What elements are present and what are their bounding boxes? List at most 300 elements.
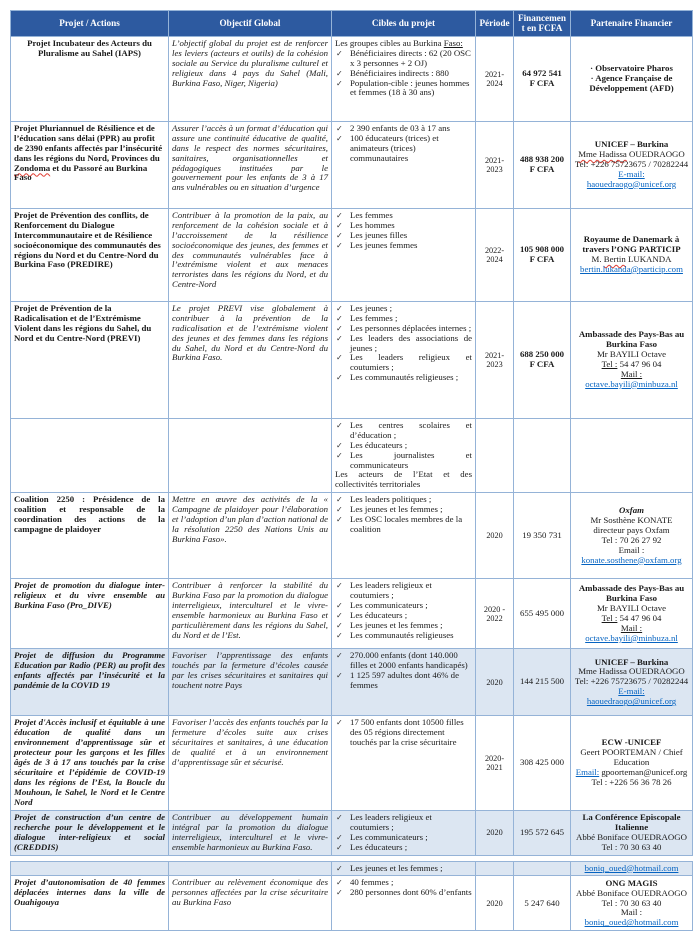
funding-cell bbox=[514, 861, 571, 876]
partner-line bbox=[574, 843, 689, 853]
target-item bbox=[335, 581, 472, 601]
text-run: 2 390 enfants de 03 à 17 ans bbox=[350, 122, 450, 133]
checkmark-icon: ✓ bbox=[336, 313, 343, 323]
target-item bbox=[335, 888, 472, 898]
target-item bbox=[335, 353, 472, 373]
target-item bbox=[335, 241, 472, 251]
row-predire bbox=[11, 208, 693, 301]
text-run: Les leaders religieux et coutumiers ; bbox=[350, 580, 432, 601]
checkmark-icon: ✓ bbox=[336, 495, 343, 505]
targets-cell bbox=[332, 810, 476, 855]
period-cell bbox=[476, 861, 514, 876]
text-run: Les centres scolaires et d’éducation ; bbox=[350, 419, 472, 440]
objective-cell bbox=[169, 649, 332, 716]
checkmark-icon: ✓ bbox=[336, 420, 343, 430]
column-header-4: Période bbox=[476, 11, 514, 37]
text-run: Les jeunes et les femmes ; bbox=[350, 504, 443, 515]
text-run: Les femmes ; bbox=[350, 312, 398, 323]
objective-cell bbox=[169, 579, 332, 649]
target-item bbox=[335, 813, 472, 833]
text-run: · Observatoire Pharos bbox=[590, 62, 673, 73]
text-run: Geert POORTEMAN / Chief Education bbox=[580, 747, 683, 768]
text-run: Les éducateurs ; bbox=[350, 841, 408, 852]
funding-cell bbox=[514, 810, 571, 855]
project-title bbox=[14, 211, 165, 271]
text-run: ONG MAGIS bbox=[605, 877, 658, 888]
project-cell bbox=[11, 208, 169, 301]
text-run: Oxfam bbox=[619, 505, 644, 516]
partner-line bbox=[574, 864, 689, 874]
text-run: Projet de promotion du dialogue inter-religieux et du vivre ensemble au Burkina Faso (Pro_DIVE) bbox=[14, 580, 165, 611]
text-run: Les acteurs de l’Etat et des collectivités territoriales bbox=[335, 469, 472, 490]
text-run: Les jeunes femmes bbox=[350, 239, 418, 250]
target-item bbox=[335, 79, 472, 99]
target-item bbox=[335, 843, 472, 853]
text-run: Les leaders religieux et coutumiers ; bbox=[350, 352, 472, 373]
objective-cell bbox=[169, 861, 332, 876]
text-run: Abbé Boniface OUEDRAOGO bbox=[576, 831, 687, 842]
project-title bbox=[14, 495, 165, 535]
text-run: UNICEF – Burkina bbox=[594, 138, 669, 149]
checkmark-icon: ✓ bbox=[336, 601, 343, 611]
funding-amount: F CFA bbox=[529, 253, 555, 264]
text-run: · Agence Française de Développement (AFD) bbox=[589, 72, 674, 93]
target-item bbox=[335, 864, 472, 874]
target-item bbox=[335, 373, 472, 383]
text-run: Les jeunes et les femmes ; bbox=[350, 620, 443, 631]
text-run: Tel: +226 75723675 / 70282244 bbox=[574, 676, 689, 687]
checkmark-icon: ✓ bbox=[336, 515, 343, 525]
target-item bbox=[335, 671, 472, 691]
text-run: L’objectif global du projet est de renforcer les leviers (acteurs et outils) de la cohésion sociale au Service du pluralisme culturel et religieux dans 4 pays du Sahel (Mali, Burkina Faso, Niger, Nigeria) bbox=[172, 37, 328, 88]
checkmark-icon: ✓ bbox=[336, 832, 343, 842]
text-run: Mr BAYILI Octave bbox=[596, 602, 667, 613]
period-value: 2022-2024 bbox=[484, 245, 505, 264]
target-item bbox=[335, 134, 472, 164]
partner-line bbox=[574, 74, 689, 94]
targets-cell bbox=[332, 579, 476, 649]
period-cell bbox=[476, 493, 514, 579]
row-previ-continuation bbox=[11, 418, 693, 493]
partner-cell bbox=[571, 876, 693, 931]
text-run: Mr BAYILI Octave bbox=[596, 348, 667, 359]
checkmark-icon: ✓ bbox=[336, 581, 343, 591]
text-run: directeur pays Oxfam bbox=[593, 524, 670, 535]
funding-amount: F CFA bbox=[529, 358, 555, 369]
text-run: Projet d'Accès inclusif et équitable à une éducation de qualité dans un environnement d’apprentissage sûr et protecteur pour les garçons et les filles âgés de 3 à 17 ans touchés par la crise sécuritaire et l’épidémie de COVID-19 dans les régions de l’Est, la Boucle du Mouhoun, le Sahel, le Nord et le Centre Nord bbox=[14, 717, 165, 807]
objective-cell bbox=[169, 876, 332, 931]
targets-cell bbox=[332, 208, 476, 301]
text-run: Les leaders politiques ; bbox=[350, 494, 432, 505]
partner-line bbox=[574, 330, 689, 350]
text-run: Le projet PREVI vise globalement à contribuer à la prévention de la radicalisation et de l’extrémisme violent des jeunes et des femmes dans les régions du Sahel, du Nord et du Centre-Nord du Burkina Faso. bbox=[172, 302, 328, 363]
text-run: Population-cible : jeunes hommes et femmes (18 à 30 ans) bbox=[350, 77, 470, 98]
row-pro-dive bbox=[11, 579, 693, 649]
text-run: Les communautés religieuses ; bbox=[350, 372, 459, 383]
objective-cell bbox=[169, 301, 332, 418]
text-run: UNICEF – Burkina bbox=[594, 656, 669, 667]
funding-cell bbox=[514, 301, 571, 418]
period-cell bbox=[476, 418, 514, 493]
period-value: 2021-2024 bbox=[484, 69, 505, 88]
text-run: Ambassade des Pays-Bas au Burkina Faso bbox=[578, 583, 685, 603]
email-link[interactable]: konate.sosthene@oxfam.org bbox=[581, 554, 682, 565]
partner-cell bbox=[571, 579, 693, 649]
email-link[interactable]: bertin.lukanda@particip.com bbox=[580, 263, 683, 274]
column-header-6: Partenaire Financier bbox=[571, 11, 693, 37]
checkmark-icon: ✓ bbox=[336, 133, 343, 143]
period-value: 2021-2023 bbox=[484, 350, 505, 369]
text-run: Les communicateurs ; bbox=[350, 831, 428, 842]
checkmark-icon: ✓ bbox=[336, 621, 343, 631]
partner-cell bbox=[571, 36, 693, 121]
text-run: M. bbox=[591, 253, 604, 264]
row-iaps bbox=[11, 36, 693, 121]
text-run: Les OSC locales membres de la coalition bbox=[350, 514, 463, 535]
checkmark-icon: ✓ bbox=[336, 48, 343, 58]
target-item bbox=[335, 334, 472, 354]
period-cell bbox=[476, 36, 514, 121]
text-run: Coalition 2250 : Présidence de la coalition et responsable de la coordination des actions de la campagne de plaidoyer bbox=[14, 494, 165, 535]
objective-text bbox=[172, 495, 328, 545]
checkmark-icon: ✓ bbox=[336, 323, 343, 333]
text-run: Projet de Prévention des conflits, de Renforcement du Dialogue Intercommunautaire et de Résilience socioéconomique des communautés des régions du Nord et du Centre-Nord du Burkina Faso (PREDIRE) bbox=[14, 209, 161, 270]
objective-text bbox=[172, 878, 328, 908]
table-host bbox=[10, 10, 692, 931]
email-link[interactable]: octave.bayili@minbuza.nl bbox=[585, 632, 678, 643]
project-cell bbox=[11, 876, 169, 931]
period-value: 2020 bbox=[486, 828, 503, 838]
targets-cell bbox=[332, 716, 476, 810]
text-run: LUKANDA bbox=[625, 253, 672, 264]
partner-line bbox=[574, 584, 689, 604]
objective-text bbox=[172, 124, 328, 194]
project-cell bbox=[11, 36, 169, 121]
project-title bbox=[14, 124, 165, 184]
text-run: Contribuer à la promotion de la paix, au renforcement de la cohésion sociale et à l’accroissement de la résilience socioéconomique des jeunes, des femmes et des communautés vulnérables face à l’extrémisme violent et aux menaces terroristes dans les régions du Nord, et du Centre-Nord bbox=[172, 209, 328, 290]
text-run: Contribuer à renforcer la stabilité du Burkina Faso par la promotion du dialogue interreligieux, interculturel et le vivre-ensemble harmonieux au Burkina Faso et particulièrement dans les régions du Sahel, du Nord et de l’Est. bbox=[172, 580, 328, 641]
text-run: Contribuer au relèvement économique des personnes affectées par la crise sécuritaire au Burkina Faso bbox=[172, 877, 328, 908]
text-run: Bénéficiaires directs : 62 (20 OSC x 3 personnes + 2 OJ) bbox=[350, 47, 471, 68]
funding-amount: 64 972 541 bbox=[522, 67, 562, 78]
checkmark-icon: ✓ bbox=[336, 303, 343, 313]
row-per bbox=[11, 649, 693, 716]
text-run: Favoriser l’accès des enfants touchés par la fermeture d’écoles suite aux crises sécuritaires et sanitaires, à une éducation de qualité et à un environnement d’apprentissage sûr et sécurisé. bbox=[172, 717, 328, 768]
email-link[interactable]: E-mail: bbox=[618, 686, 645, 697]
partner-cell bbox=[571, 716, 693, 810]
partner-line bbox=[574, 180, 689, 190]
project-cell bbox=[11, 301, 169, 418]
period-value: 2020 bbox=[486, 898, 503, 908]
project-cell bbox=[11, 418, 169, 493]
text-run: Royaume de Danemark à travers l’ONG PARTICIP bbox=[582, 233, 681, 254]
text-run: Projet de Prévention de la Radicalisation et de l’Extrémisme Violent dans les régions du Sahel, du Nord et du Centre-Nord (PREVI) bbox=[14, 302, 152, 343]
funding-cell bbox=[514, 36, 571, 121]
partner-line bbox=[574, 265, 689, 275]
text-run: ECW -UNICEF bbox=[601, 737, 662, 748]
funding-amount: 105 908 000 bbox=[520, 243, 564, 254]
objective-cell bbox=[169, 810, 332, 855]
row-ppr bbox=[11, 121, 693, 208]
text-run: Les leaders religieux et coutumiers ; bbox=[350, 811, 432, 832]
funding-amount: 195 572 645 bbox=[520, 826, 564, 837]
checkmark-icon: ✓ bbox=[336, 505, 343, 515]
funding-cell bbox=[514, 649, 571, 716]
text-run: Tel : bbox=[601, 612, 618, 623]
projects-table-section-2 bbox=[10, 861, 693, 931]
text-run: Abbé Boniface OUEDRAOGO bbox=[576, 887, 687, 898]
text-run: Tel : bbox=[601, 358, 618, 369]
row-autonomisation-femmes bbox=[11, 876, 693, 931]
partner-line bbox=[574, 556, 689, 566]
objective-cell bbox=[169, 208, 332, 301]
text-run: Mettre en œuvre des activités de la « Campagne de plaidoyer pour l’élaboration et l’adoption d’un plan d’action national de la résolution 2250 des Nations Unis au Burkina Faso». bbox=[172, 494, 328, 545]
column-header-2: Objectif Global bbox=[169, 11, 332, 37]
project-title bbox=[14, 581, 165, 611]
column-header-1: Projet / Actions bbox=[11, 11, 169, 37]
objective-text bbox=[172, 718, 328, 768]
funding-cell bbox=[514, 876, 571, 931]
period-cell bbox=[476, 649, 514, 716]
checkmark-icon: ✓ bbox=[336, 220, 343, 230]
text-run: Les jeunes filles bbox=[350, 229, 408, 240]
header-row bbox=[11, 11, 693, 37]
text-run: Tel : 70 30 63 40 bbox=[601, 841, 662, 852]
checkmark-icon: ✓ bbox=[336, 888, 343, 898]
partner-line bbox=[574, 235, 689, 255]
text-run: Tel : 70 30 63 40 bbox=[601, 897, 662, 908]
text-run: Mail : bbox=[620, 622, 643, 633]
funding-amount: 688 250 000 bbox=[520, 348, 564, 359]
project-cell bbox=[11, 493, 169, 579]
partner-cell bbox=[571, 121, 693, 208]
partner-cell bbox=[571, 493, 693, 579]
text-run: 1 125 597 adultes dont 46% de femmes bbox=[350, 670, 459, 691]
text-run: 280 personnes dont 60% d’enfants bbox=[350, 887, 472, 898]
checkmark-icon: ✓ bbox=[336, 333, 343, 343]
funding-cell bbox=[514, 579, 571, 649]
text-run: Tel: +226 75723675 / 70282244 bbox=[574, 158, 689, 169]
funding-amount: 308 425 000 bbox=[520, 757, 564, 768]
email-link[interactable]: boniq_oued@hotmail.com bbox=[584, 862, 679, 873]
checkmark-icon: ✓ bbox=[336, 123, 343, 133]
project-cell bbox=[11, 649, 169, 716]
project-cell bbox=[11, 861, 169, 876]
text-run: Tel : +226 56 36 78 26 bbox=[591, 776, 672, 787]
partner-line bbox=[574, 778, 689, 788]
target-item bbox=[335, 421, 472, 441]
checkmark-icon: ✓ bbox=[336, 611, 343, 621]
targets-cell bbox=[332, 36, 476, 121]
period-cell bbox=[476, 301, 514, 418]
funding-cell bbox=[514, 493, 571, 579]
checkmark-icon: ✓ bbox=[336, 631, 343, 641]
text-run: Tel : 70 26 27 92 bbox=[601, 534, 662, 545]
project-cell bbox=[11, 579, 169, 649]
target-item bbox=[335, 49, 472, 69]
text-run: Favoriser l’apprentissage des enfants touchés par la fermeture d’écoles causée par les crises sécuritaires et sanitaires qui touchent notre Pays bbox=[172, 650, 328, 691]
row-creddis-continuation bbox=[11, 861, 693, 876]
checkmark-icon: ✓ bbox=[336, 68, 343, 78]
row-coalition-2250 bbox=[11, 493, 693, 579]
target-item bbox=[335, 631, 472, 641]
project-title bbox=[14, 813, 165, 853]
row-acces-inclusif bbox=[11, 716, 693, 810]
objective-cell bbox=[169, 36, 332, 121]
email-link[interactable]: Email: bbox=[575, 767, 600, 778]
text-run: Les jeunes ; bbox=[350, 302, 393, 313]
targets-cell bbox=[332, 121, 476, 208]
period-cell bbox=[476, 716, 514, 810]
checkmark-icon: ✓ bbox=[336, 230, 343, 240]
targets-cell bbox=[332, 493, 476, 579]
text-run: Contribuer au développement humain intégral par la promotion du dialogue interreligieux, interculturel et le vivre-ensemble harmonieux au Burkina Faso. bbox=[172, 811, 328, 852]
funding-cell bbox=[514, 418, 571, 493]
project-cell bbox=[11, 716, 169, 810]
objective-text bbox=[172, 581, 328, 641]
checkmark-icon: ✓ bbox=[336, 878, 343, 888]
period-cell bbox=[476, 876, 514, 931]
text-run: Les femmes bbox=[350, 209, 393, 220]
text-run: 54 47 96 04 bbox=[617, 358, 662, 369]
checkmark-icon: ✓ bbox=[336, 373, 343, 383]
targets-cell bbox=[332, 301, 476, 418]
email-link[interactable]: haouedraogo@unicef.org bbox=[586, 178, 677, 189]
text-run: Les éducateurs ; bbox=[350, 610, 408, 621]
text-run: Les journalistes et communicateurs bbox=[350, 449, 472, 470]
period-value: 2020 bbox=[486, 531, 503, 541]
text-run: Les groupes cibles au Burkina bbox=[335, 37, 444, 48]
text-run: Mail : bbox=[620, 368, 643, 379]
checkmark-icon: ✓ bbox=[336, 718, 343, 728]
text-run: Les éducateurs ; bbox=[350, 439, 408, 450]
text-run: Assurer l’accès à un format d’éducation qui assure une continuité éducative de qualité, dans le respect des normes sécuritaires, sanitaires, organisationnelles et pédagogiques instituées par le gouvernement pour les enfants de 3 à 17 ans vulnérables ou en situation d’urgence bbox=[172, 122, 328, 193]
project-cell bbox=[11, 121, 169, 208]
objective-cell bbox=[169, 716, 332, 810]
checkmark-icon: ✓ bbox=[336, 78, 343, 88]
target-text bbox=[335, 470, 472, 490]
text-run: La Conférence Episcopale Italienne bbox=[582, 811, 681, 832]
targets-cell bbox=[332, 418, 476, 493]
text-run: Email : bbox=[618, 544, 645, 555]
partner-line bbox=[574, 748, 689, 768]
text-run: Projet Pluriannuel de Résilience et de l’éducation sans délai (PPR) au profit de 2390 enfants affectés par l’insécurité dans les régions du Nord, Provinces du bbox=[14, 122, 163, 163]
text-run: Bénéficiaires indirects : 880 bbox=[350, 67, 449, 78]
row-previ bbox=[11, 301, 693, 418]
text-run: 17 500 enfants dont 10500 filles des 05 régions directement touchés par la crise sécuritaire bbox=[350, 717, 464, 748]
objective-cell bbox=[169, 493, 332, 579]
period-value: 2020-2021 bbox=[484, 753, 505, 773]
target-item bbox=[335, 718, 472, 748]
row-creddis bbox=[11, 810, 693, 855]
partner-cell bbox=[571, 810, 693, 855]
text-run: Mr Sosthène KONATE bbox=[590, 514, 673, 525]
text-run: Les communicateurs ; bbox=[350, 600, 428, 611]
email-link[interactable]: boniq_oued@hotmail.com bbox=[584, 917, 679, 928]
funding-amount: F CFA bbox=[529, 163, 555, 174]
objective-text bbox=[172, 211, 328, 291]
partner-line bbox=[574, 813, 689, 833]
text-run: 40 femmes ; bbox=[350, 877, 394, 888]
column-header-3: Cibles du projet bbox=[332, 11, 476, 37]
partner-line bbox=[574, 634, 689, 644]
project-title bbox=[14, 651, 165, 691]
objective-text bbox=[172, 304, 328, 364]
project-title bbox=[14, 718, 165, 807]
target-item bbox=[335, 651, 472, 671]
objective-text bbox=[172, 651, 328, 691]
checkmark-icon: ✓ bbox=[336, 210, 343, 220]
text-run: gpoorteman@unicef.org bbox=[599, 767, 688, 778]
text-run: Les personnes déplacées internes ; bbox=[350, 322, 472, 333]
checkmark-icon: ✓ bbox=[336, 842, 343, 852]
period-cell bbox=[476, 208, 514, 301]
email-link[interactable]: haouedraogo@unicef.org bbox=[586, 696, 677, 707]
funding-amount: 144 215 500 bbox=[520, 676, 564, 687]
text-run: Les hommes bbox=[350, 219, 395, 230]
funding-amount: 5 247 640 bbox=[524, 897, 560, 908]
partner-line bbox=[574, 697, 689, 707]
text-run: Projet de diffusion du Programme Education par Radio (PER) au profit des enfants affectés par l’insécurité et la pandémie de la COVID 19 bbox=[14, 650, 165, 691]
targets-cell bbox=[332, 876, 476, 931]
text-run: Ambassade des Pays-Bas au Burkina Faso bbox=[578, 328, 685, 349]
text-run: Mme Hadissa OUEDRAOGO bbox=[578, 666, 685, 677]
email-link[interactable]: E-mail: bbox=[618, 168, 645, 179]
checkmark-icon: ✓ bbox=[336, 353, 343, 363]
targets-cell bbox=[332, 649, 476, 716]
text-run: Les jeunes et les femmes ; bbox=[350, 862, 443, 873]
period-value: 2021-2023 bbox=[484, 155, 505, 174]
text-run: 54 47 96 04 bbox=[617, 612, 662, 623]
partner-cell bbox=[571, 208, 693, 301]
funding-amount: 19 350 731 bbox=[522, 529, 562, 540]
period-value: 2020 bbox=[486, 677, 503, 687]
column-header-5: Financement en FCFA bbox=[514, 11, 571, 37]
funding-cell bbox=[514, 716, 571, 810]
project-title bbox=[14, 39, 165, 59]
partner-cell bbox=[571, 861, 693, 876]
project-cell bbox=[11, 810, 169, 855]
text-run: Les leaders des associations de jeunes ; bbox=[350, 332, 472, 353]
targets-cell bbox=[332, 861, 476, 876]
checkmark-icon: ✓ bbox=[336, 440, 343, 450]
checkmark-icon: ✓ bbox=[336, 863, 343, 873]
partner-cell bbox=[571, 301, 693, 418]
project-title bbox=[14, 878, 165, 908]
objective-text bbox=[172, 813, 328, 853]
checkmark-icon: ✓ bbox=[336, 671, 343, 681]
text-run: Les communautés religieuses bbox=[350, 630, 454, 641]
checkmark-icon: ✓ bbox=[336, 651, 343, 661]
checkmark-icon: ✓ bbox=[336, 450, 343, 460]
funding-amount: 655 495 000 bbox=[520, 607, 564, 618]
partner-line bbox=[574, 918, 689, 928]
checkmark-icon: ✓ bbox=[336, 240, 343, 250]
text-run: Projet d’autonomisation de 40 femmes déplacées internes dans la ville de Ouahigouya bbox=[14, 877, 165, 908]
period-value: 2020 - 2022 bbox=[483, 604, 506, 623]
partner-cell bbox=[571, 649, 693, 716]
text-run: OUEDRAOGO bbox=[626, 148, 685, 159]
text-run: Mme Hadissa bbox=[578, 148, 627, 159]
text-run: 270.000 enfants (dont 140.000 filles et 2000 enfants handicapés) bbox=[350, 650, 468, 671]
target-item bbox=[335, 515, 472, 535]
text-run: Projet Incubateur des Acteurs du Pluralisme au Sahel (IAPS) bbox=[27, 37, 152, 58]
email-link[interactable]: octave.bayili@minbuza.nl bbox=[585, 378, 678, 389]
text-run: Faso: bbox=[443, 37, 463, 48]
text-run: 100 éducateurs (trices) et animateurs (trices) communautaires bbox=[350, 132, 439, 163]
text-run: Mail : bbox=[620, 907, 643, 918]
funding-amount: 488 938 200 bbox=[520, 153, 564, 164]
